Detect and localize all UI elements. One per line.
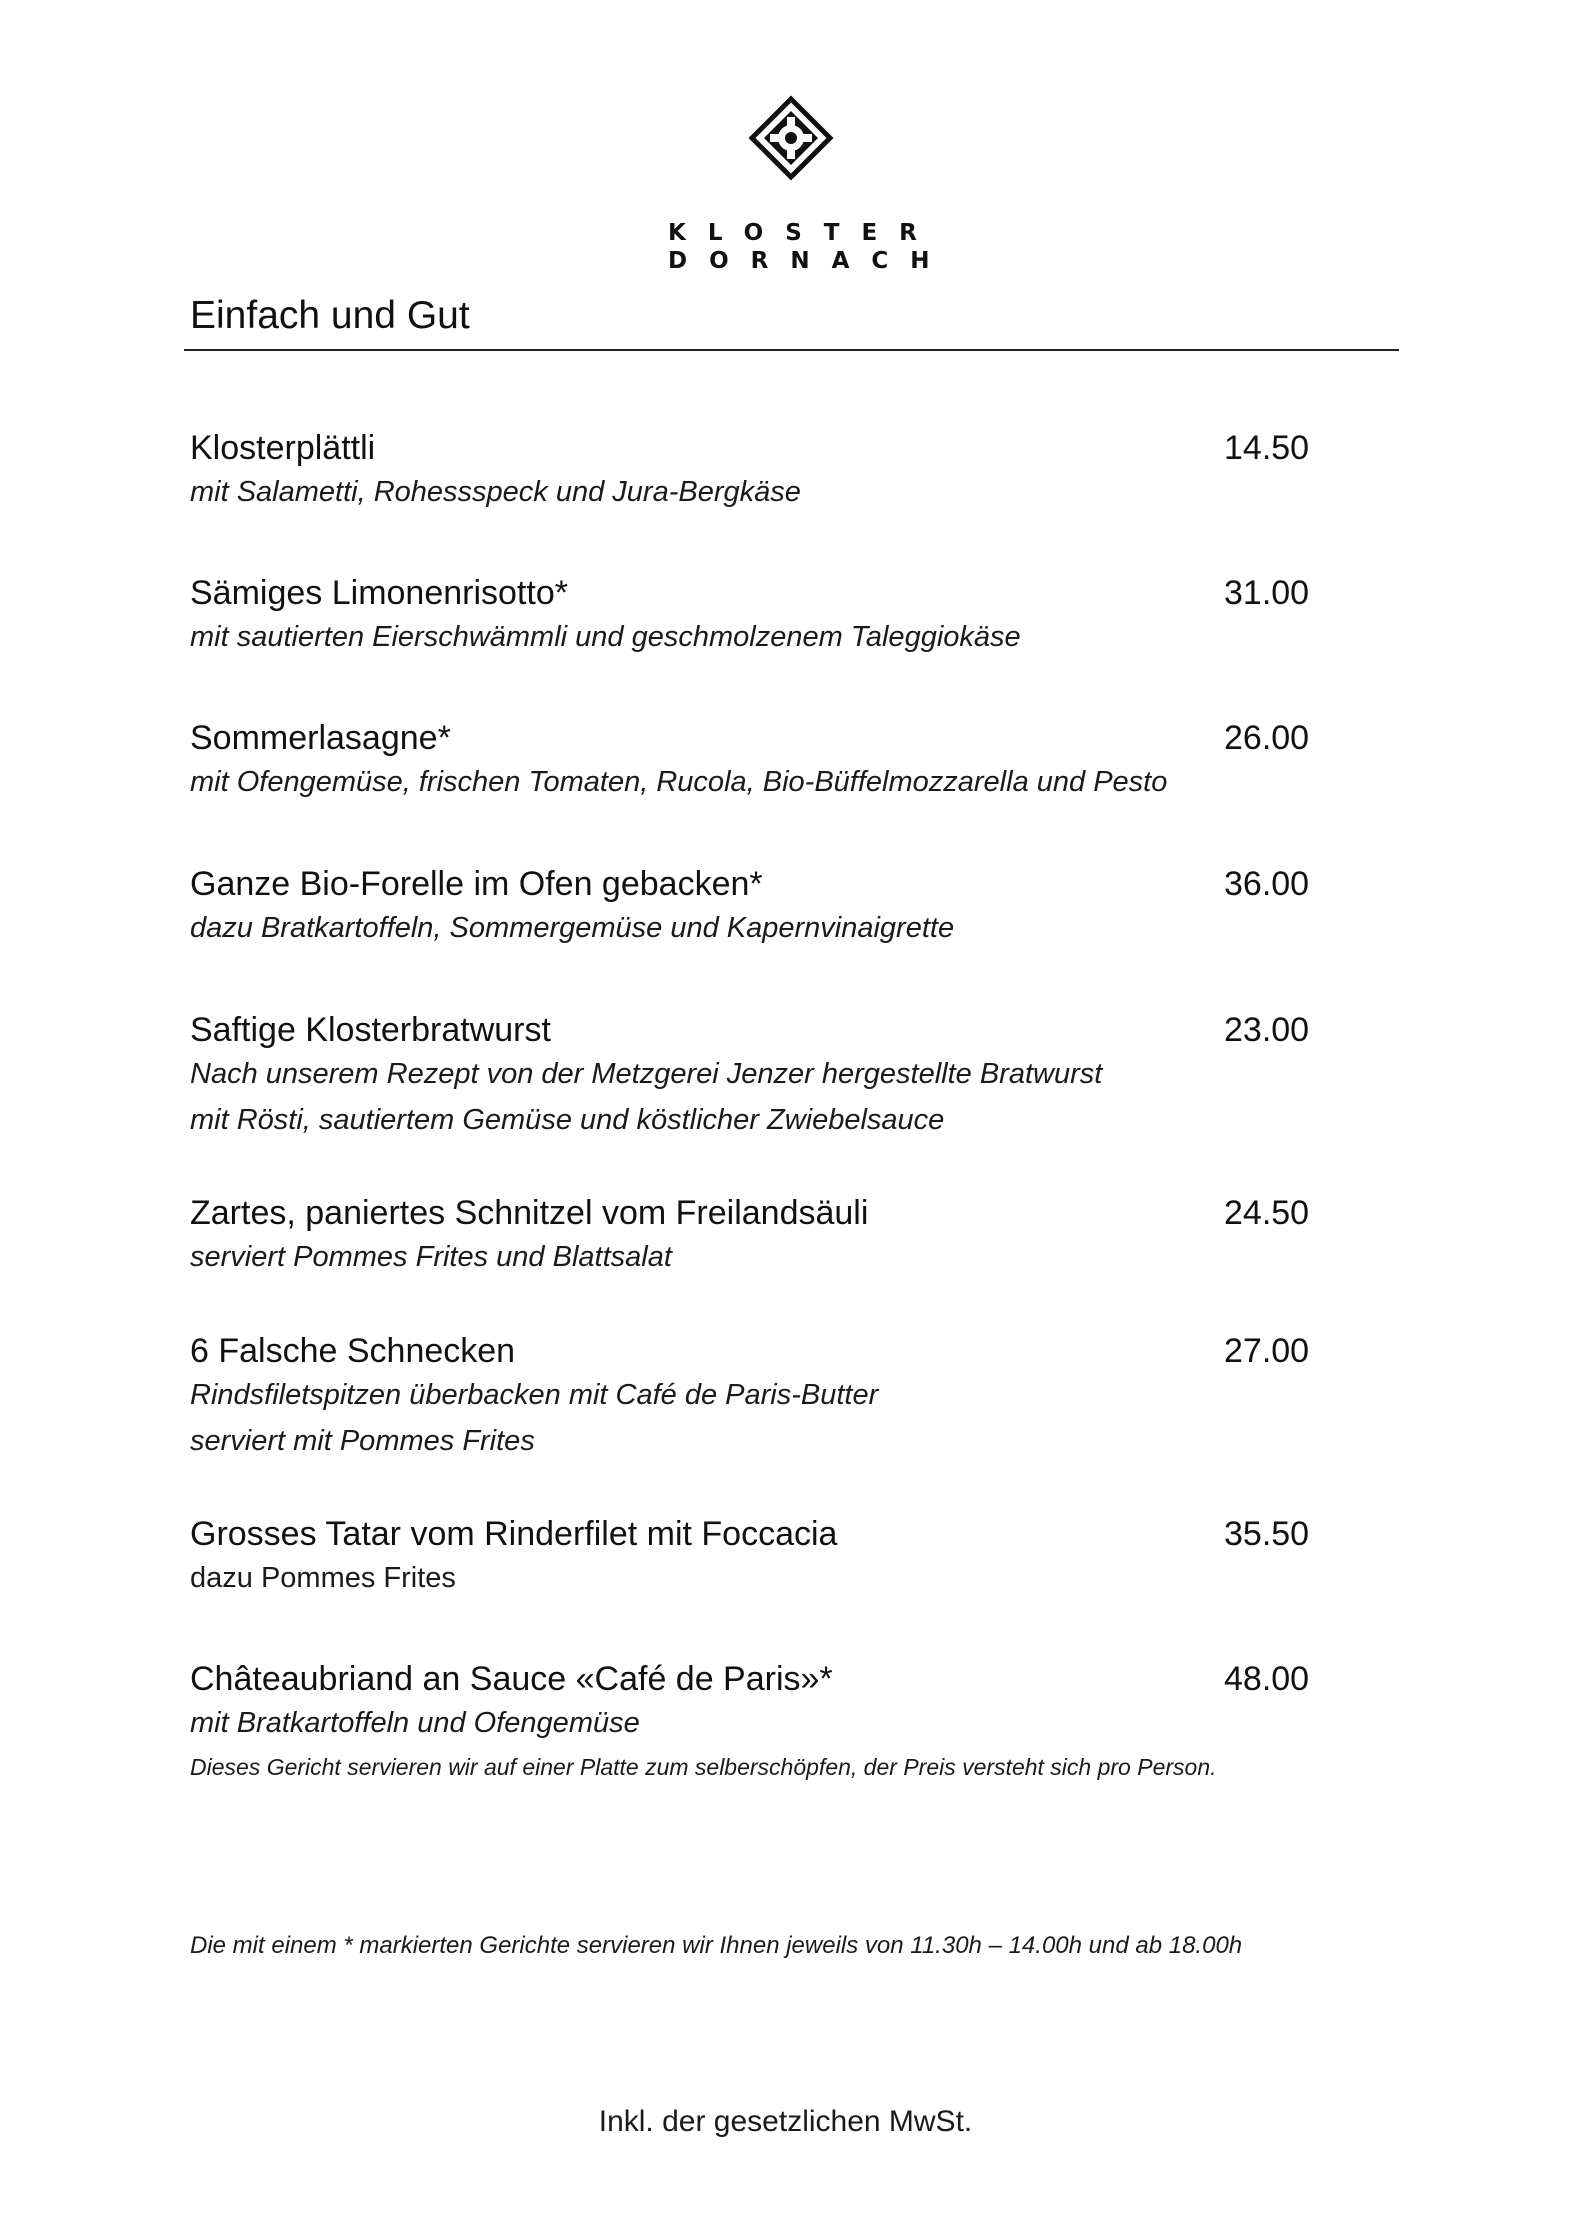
menu-item-price: 24.50 (1224, 1194, 1310, 1232)
brand-logo (748, 95, 834, 181)
service-hours-footnote: Die mit einem * markierten Gerichte servieren wir Ihnen jeweils von 11.30h – 14.00h und ab 18.00h (190, 1932, 1243, 1959)
menu-item-price: 35.50 (1224, 1515, 1310, 1553)
menu-item-description: Rindsfiletspitzen überbacken mit Café de Paris-Butter (190, 1379, 879, 1411)
menu-item-note: Dieses Gericht servieren wir auf einer Platte zum selberschöpfen, der Preis versteht sich pro Person. (190, 1754, 1217, 1780)
menu-item-price: 31.00 (1224, 574, 1310, 612)
menu-item-description: mit sautierten Eierschwämmli und geschmolzenem Taleggiokäse (190, 621, 1021, 653)
menu-item-price: 26.00 (1224, 719, 1310, 757)
menu-item-name: Ganze Bio-Forelle im Ofen gebacken* (190, 865, 763, 903)
menu-item-description: dazu Pommes Frites (190, 1562, 456, 1594)
menu-item-name: 6 Falsche Schnecken (190, 1332, 516, 1370)
menu-item-name: Klosterplättli (190, 429, 376, 467)
diamond-cross-logo-icon (748, 95, 834, 181)
menu-item-price: 27.00 (1224, 1332, 1310, 1370)
menu-item-description: serviert Pommes Frites und Blattsalat (190, 1241, 672, 1273)
menu-item-price: 14.50 (1224, 429, 1310, 467)
brand-name-line-1: KLOSTER (668, 220, 939, 246)
menu-item-description: Nach unserem Rezept von der Metzgerei Jenzer hergestellte Bratwurst (190, 1058, 1103, 1090)
menu-item-price: 23.00 (1224, 1011, 1310, 1049)
menu-item-name: Sommerlasagne* (190, 719, 451, 757)
menu-item-description: dazu Bratkartoffeln, Sommergemüse und Kapernvinaigrette (190, 912, 955, 944)
menu-item-description: mit Salametti, Rohessspeck und Jura-Bergkäse (190, 476, 801, 508)
menu-item-description: mit Bratkartoffeln und Ofengemüse (190, 1707, 640, 1739)
section-divider (184, 349, 1399, 351)
section-title: Einfach und Gut (190, 294, 470, 337)
menu-item-name: Zartes, paniertes Schnitzel vom Freilandsäuli (190, 1194, 869, 1232)
vat-note: Inkl. der gesetzlichen MwSt. (598, 2105, 973, 2138)
menu-item-description: serviert mit Pommes Frites (190, 1425, 535, 1457)
menu-item-name: Châteaubriand an Sauce «Café de Paris»* (190, 1660, 833, 1698)
menu-item-description: mit Rösti, sautiertem Gemüse und köstlicher Zwiebelsauce (190, 1104, 945, 1136)
menu-item-name: Grosses Tatar vom Rinderfilet mit Foccacia (190, 1515, 838, 1553)
menu-item-name: Saftige Klosterbratwurst (190, 1011, 551, 1049)
menu-item-description: mit Ofengemüse, frischen Tomaten, Rucola, Bio-Büffelmozzarella und Pesto (190, 766, 1168, 798)
menu-item-name: Sämiges Limonenrisotto* (190, 574, 568, 612)
menu-item-price: 48.00 (1224, 1660, 1310, 1698)
brand-name-line-2: DORNACH (668, 248, 952, 274)
menu-item-price: 36.00 (1224, 865, 1310, 903)
